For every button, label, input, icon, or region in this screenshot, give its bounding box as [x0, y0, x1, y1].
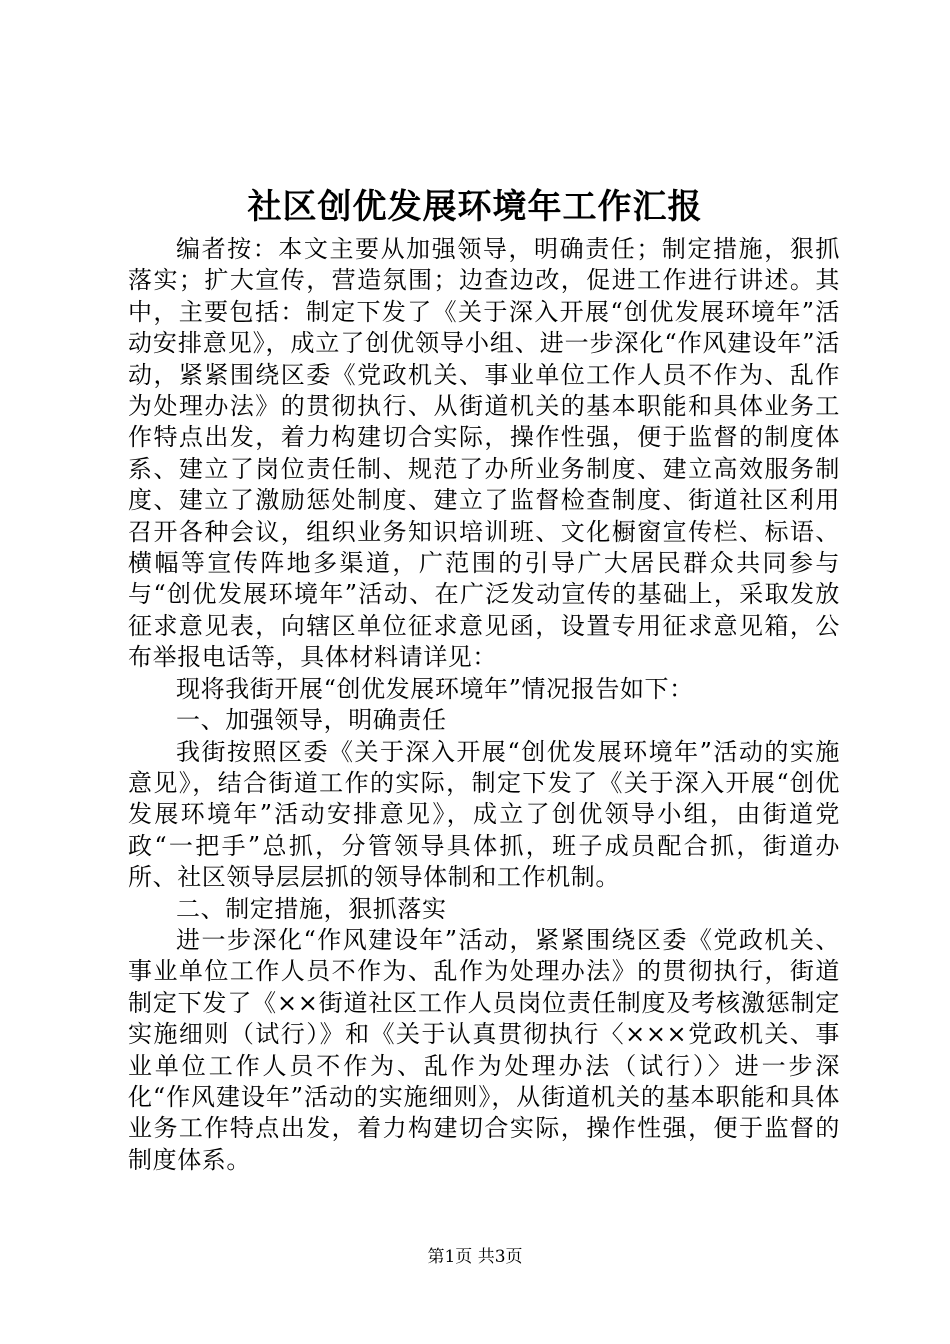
report-intro-paragraph: 现将我街开展“创优发展环境年”情况报告如下： [176, 674, 694, 703]
page-number-footer: 第1页 共3页 [427, 1247, 523, 1267]
section-2-paragraph: 进一步深化“作风建设年”活动，紧紧围绕区委《党政机关、事业单位工作人员不作为、乱作为处理办法》的贯彻执行，街道制定下发了《××街道社区工作人员岗位责任制度及考核激惩制定实施细则（试行）》和《关于认真贯彻执行〈×××党政机关、事业单位工作人员不作为、乱作为处理办法（试行）〉进一步深化“作风建设年”活动的实施细则》，从街道机关的基本职能和具体业务工作特点出发，着力构建切合实际，操作性强，便于监督的制度体系。 [128, 925, 840, 1174]
section-1-paragraph: 我街按照区委《关于深入开展“创优发展环境年”活动的实施意见》，结合街道工作的实际，制定下发了《关于深入开展“创优发展环境年”活动安排意见》，成立了创优领导小组，由街道党政“一把手”总抓，分管领导具体抓，班子成员配合抓，街道办所、社区领导层层抓的领导体制和工作机制。 [128, 737, 840, 892]
editor-note-paragraph: 编者按：本文主要从加强领导，明确责任；制定措施，狠抓落实；扩大宣传，营造氛围；边查边改，促进工作进行讲述。其中，主要包括：制定下发了《关于深入开展“创优发展环境年”活动安排意见》，成立了创优领导小组、进一步深化“作风建设年”活动，紧紧围绕区委《党政机关、事业单位工作人员不作为、乱作为处理办法》的贯彻执行、从街道机关的基本职能和具体业务工作特点出发，着力构建切合实际，操作性强，便于监督的制度体系、建立了岗位责任制、规范了办所业务制度、建立高效服务制度、建立了激励惩处制度、建立了监督检查制度、街道社区利用召开各种会议，组织业务知识培训班、文化橱窗宣传栏、标语、横幅等宣传阵地多渠道，广范围的引导广大居民群众共同参与与“创优发展环境年”活动、在广泛发动宣传的基础上，采取发放征求意见表，向辖区单位征求意见函，设置专用征求意见箱，公布举报电话等，具体材料请详见： [128, 235, 840, 672]
document-title: 社区创优发展环境年工作汇报 [247, 187, 703, 227]
document-body [128, 234, 840, 1176]
section-heading-2: 二、制定措施，狠抓落实 [176, 894, 447, 923]
section-heading-1: 一、加强领导，明确责任 [176, 706, 447, 735]
